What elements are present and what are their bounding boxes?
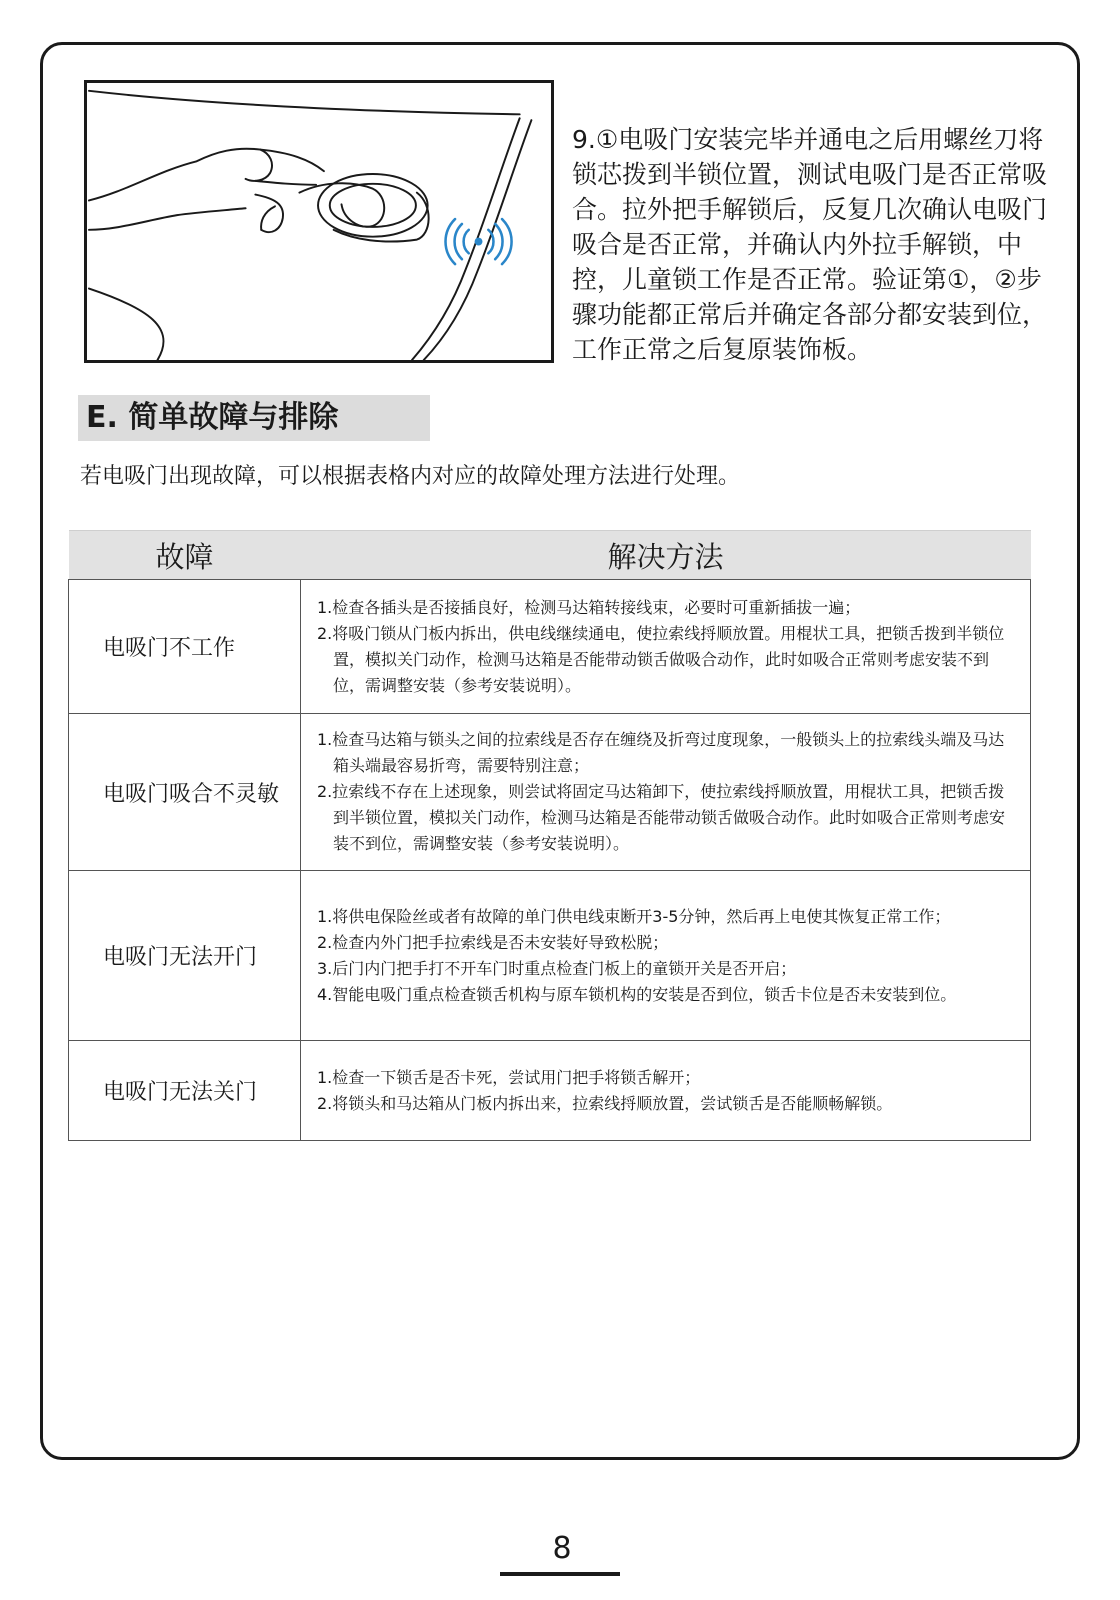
door-handle-illustration bbox=[84, 80, 554, 363]
table-row bbox=[69, 1041, 1031, 1141]
solution-step: 1.检查一下锁舌是否卡死，尝试用门把手将锁舌解开； bbox=[317, 1067, 701, 1087]
page-number-underline bbox=[500, 1572, 620, 1576]
table-row bbox=[69, 714, 1031, 871]
solution-step: 4.智能电吸门重点检查锁舌机构与原车锁机构的安装是否到位，锁舌卡位是否未安装到位。 bbox=[317, 984, 957, 1004]
fault-name: 电吸门无法开门 bbox=[69, 871, 301, 1041]
table-header-fault: 故障 bbox=[69, 531, 301, 580]
fault-solution bbox=[301, 714, 1031, 871]
fault-name: 电吸门吸合不灵敏 bbox=[69, 714, 301, 871]
table-row bbox=[69, 871, 1031, 1041]
solution-step: 2.检查内外门把手拉索线是否未安装好导致松脱； bbox=[317, 932, 669, 952]
solution-step: 1.检查马达箱与锁头之间的拉索线是否存在缠绕及折弯过度现象，一般锁头上的拉索线头端及马达箱头端最容易折弯，需要特别注意； bbox=[317, 730, 1005, 775]
solution-step: 1.将供电保险丝或者有故障的单门供电线束断开3-5分钟，然后再上电使其恢复正常工作； bbox=[317, 906, 951, 926]
solution-step: 2.将吸门锁从门板内拆出，供电线继续通电，使拉索线捋顺放置。用棍状工具，把锁舌拨到半锁位置，模拟关门动作，检测马达箱是否能带动锁舌做吸合动作，此时如吸合正常则考虑安装不到位，需调整安装（参考安装说明）。 bbox=[317, 623, 1005, 695]
solution-step: 3.后门内门把手打不开车门时重点检查门板上的童锁开关是否开启； bbox=[317, 958, 797, 978]
solution-step: 1.检查各插头是否接插良好，检测马达箱转接线束，必要时可重新插拔一遍； bbox=[317, 597, 861, 617]
fault-table bbox=[68, 530, 1031, 1141]
table-row bbox=[69, 580, 1031, 714]
section-intro: 若电吸门出现故障，可以根据表格内对应的故障处理方法进行处理。 bbox=[80, 464, 741, 489]
solution-step: 2.将锁头和马达箱从门板内拆出来，拉索线捋顺放置，尝试锁舌是否能顺畅解锁。 bbox=[317, 1093, 893, 1113]
fault-solution bbox=[301, 871, 1031, 1041]
table-header-solution: 解决方法 bbox=[301, 531, 1031, 580]
page-number: 8 bbox=[552, 1531, 572, 1566]
hand-on-door-handle-drawing bbox=[87, 83, 551, 360]
step-9-instructions: 9.①电吸门安装完毕并通电之后用螺丝刀将锁芯拨到半锁位置，测试电吸门是否正常吸合。拉外把手解锁后，反复几次确认电吸门吸合是否正常，并确认内外拉手解锁，中控，儿童锁工作是否正常。验证第①，②步骤功能都正常后并确定各部分都安装到位，工作正常之后复原装饰板。 bbox=[572, 125, 1048, 364]
fault-name: 电吸门无法关门 bbox=[69, 1041, 301, 1141]
solution-step: 2.拉索线不存在上述现象，则尝试将固定马达箱卸下，使拉索线捋顺放置，用棍状工具，把锁舌拨到半锁位置，模拟关门动作，检测马达箱是否能带动锁舌做吸合动作。此时如吸合正常则考虑安装不到位，需调整安装（参考安装说明）。 bbox=[317, 782, 1006, 853]
fault-name: 电吸门不工作 bbox=[69, 580, 301, 714]
fault-solution bbox=[301, 580, 1031, 714]
fault-solution bbox=[301, 1041, 1031, 1141]
section-heading: E. 简单故障与排除 bbox=[78, 395, 430, 441]
